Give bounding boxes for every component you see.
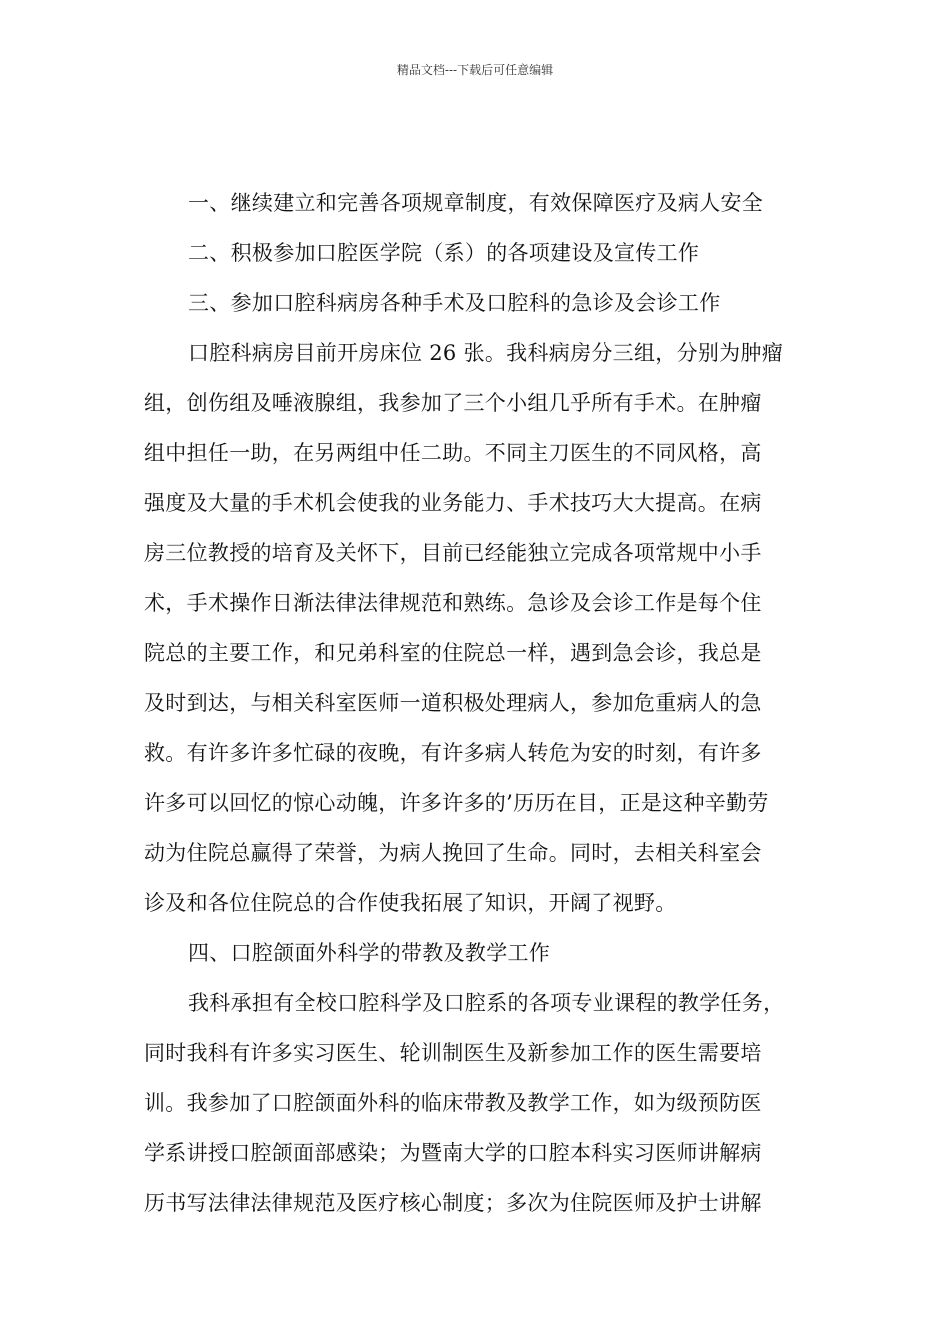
section-heading-4: 四、口腔颌面外科学的带教及教学工作 — [188, 941, 551, 965]
page-header: 精品文档---下载后可任意编辑 — [396, 63, 554, 77]
paragraph-line: 术，手术操作日渐法律法律规范和熟练。急诊及会诊工作是每个住 — [144, 591, 762, 615]
document-body — [144, 178, 812, 1228]
paragraph-line: 许多可以回忆的惊心动魄，许多许多的’历历在目，正是这种辛勤劳 — [144, 791, 769, 815]
paragraph-line: 组，创伤组及唾液腺组，我参加了三个小组几乎所有手术。在肿瘤 — [144, 391, 762, 415]
paragraph-line: 动为住院总赢得了荣誉，为病人挽回了生命。同时，去相关科室会 — [144, 841, 762, 865]
paragraph-line: 我科承担有全校口腔科学及口腔系的各项专业课程的教学任务， — [188, 991, 785, 1015]
section-heading-2: 二、积极参加口腔医学院（系）的各项建设及宣传工作 — [188, 241, 700, 265]
paragraph-line: 组中担任一助，在另两组中任二助。不同主刀医生的不同风格，高 — [144, 441, 762, 465]
paragraph-line: 强度及大量的手术机会使我的业务能力、手术技巧大大提高。在病 — [144, 491, 762, 515]
paragraph-line: 诊及和各位住院总的合作使我拓展了知识，开阔了视野。 — [144, 891, 677, 915]
paragraph-line: 口腔科病房目前开房床位 26 张。我科病房分三组，分别为肿瘤 — [188, 341, 784, 365]
section-heading-3: 三、参加口腔科病房各种手术及口腔科的急诊及会诊工作 — [188, 291, 721, 315]
paragraph-line: 学系讲授口腔颌面部感染；为暨南大学的口腔本科实习医师讲解病 — [144, 1141, 762, 1165]
paragraph-line: 历书写法律法律规范及医疗核心制度；多次为住院医师及护士讲解 — [144, 1191, 762, 1215]
paragraph-line: 同时我科有许多实习医生、轮训制医生及新参加工作的医生需要培 — [144, 1041, 762, 1065]
paragraph-line: 救。有许多许多忙碌的夜晚，有许多病人转危为安的时刻，有许多 — [144, 741, 762, 765]
section-heading-1: 一、继续建立和完善各项规章制度，有效保障医疗及病人安全 — [188, 191, 764, 215]
paragraph-line: 及时到达，与相关科室医师一道积极处理病人，参加危重病人的急 — [144, 691, 762, 715]
paragraph-line: 训。我参加了口腔颌面外科的临床带教及教学工作，如为级预防医 — [144, 1091, 762, 1115]
paragraph-line: 院总的主要工作，和兄弟科室的住院总一样，遇到急会诊，我总是 — [144, 641, 762, 665]
paragraph-line: 房三位教授的培育及关怀下，目前已经能独立完成各项常规中小手 — [144, 541, 762, 565]
